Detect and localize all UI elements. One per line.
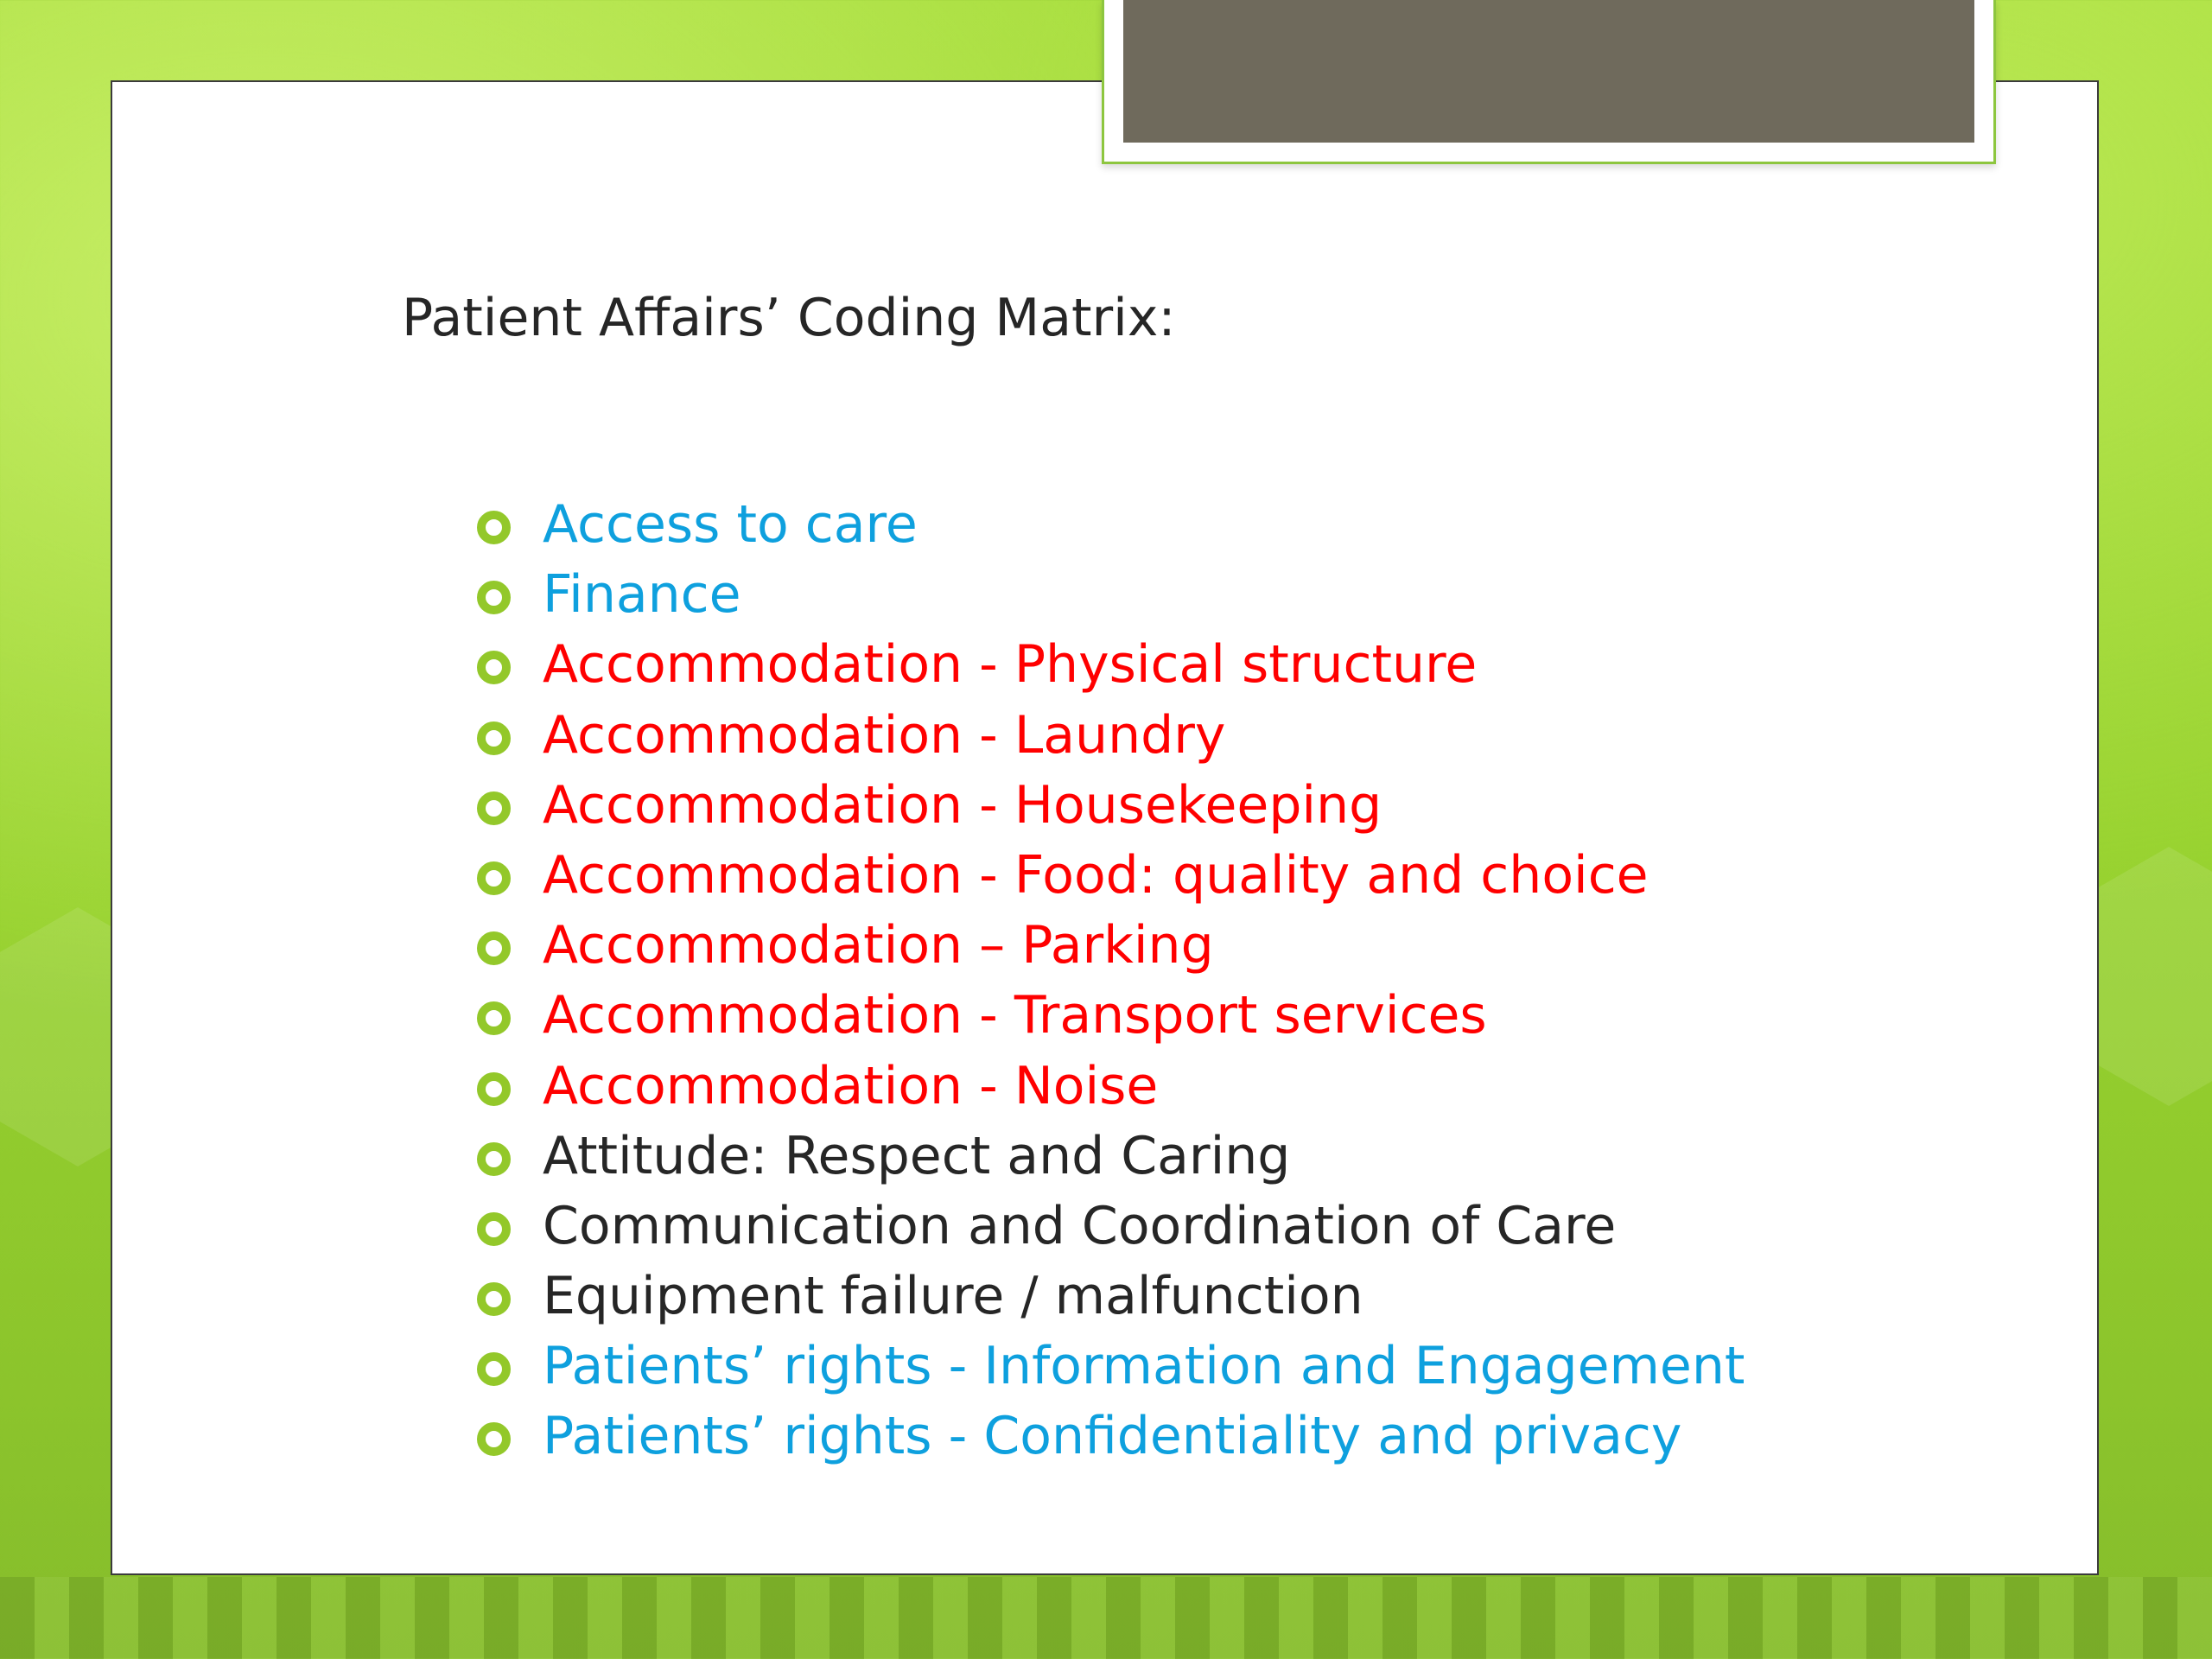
title-placeholder-frame	[1102, 0, 1996, 164]
bullet-item	[475, 1192, 1745, 1262]
hollow-circle-bullet-icon	[477, 721, 511, 755]
hollow-circle-bullet-icon	[477, 1142, 511, 1176]
bullet-text: Patients’ rights - Confidentiality and privacy	[543, 1406, 1682, 1467]
bullet-text: Accommodation - Food: quality and choice	[543, 844, 1649, 906]
background-stripe-band	[0, 1577, 2212, 1659]
bullet-text: Accommodation - Housekeeping	[543, 774, 1382, 836]
hollow-circle-bullet-icon	[477, 1422, 511, 1456]
bullet-text: Accommodation - Physical structure	[543, 634, 1478, 696]
bullet-text: Equipment failure / malfunction	[543, 1266, 1363, 1327]
bullet-text: Communication and Coordination of Care	[543, 1195, 1617, 1256]
hollow-circle-bullet-icon	[477, 1001, 511, 1035]
bullet-item	[475, 911, 1745, 981]
bullet-text: Access to care	[543, 494, 918, 555]
bullet-text: Finance	[543, 564, 741, 626]
bullet-list	[475, 490, 1745, 1472]
bullet-text: Accommodation - Noise	[543, 1055, 1159, 1116]
bullet-text: Accommodation – Parking	[543, 915, 1214, 976]
hollow-circle-bullet-icon	[477, 1212, 511, 1246]
title-placeholder-box	[1123, 0, 1974, 143]
hollow-circle-bullet-icon	[477, 1352, 511, 1386]
bullet-item	[475, 1122, 1745, 1192]
bullet-item	[475, 981, 1745, 1051]
hollow-circle-bullet-icon	[477, 581, 511, 614]
bullet-item	[475, 1402, 1745, 1471]
bullet-item	[475, 630, 1745, 700]
slide-content-panel	[111, 80, 2099, 1575]
hollow-circle-bullet-icon	[477, 1072, 511, 1106]
bullet-text: Accommodation - Laundry	[543, 704, 1226, 766]
hollow-circle-bullet-icon	[477, 861, 511, 895]
hollow-circle-bullet-icon	[477, 1282, 511, 1316]
bullet-item	[475, 560, 1745, 630]
hollow-circle-bullet-icon	[477, 511, 511, 544]
bullet-text: Accommodation - Transport services	[543, 985, 1487, 1046]
slide-heading: Patient Affairs’ Coding Matrix:	[402, 288, 1176, 348]
bullet-item	[475, 701, 1745, 771]
hollow-circle-bullet-icon	[477, 651, 511, 684]
bullet-item	[475, 490, 1745, 560]
bullet-item	[475, 841, 1745, 911]
bullet-item	[475, 771, 1745, 841]
bullet-text: Patients’ rights - Information and Engagement	[543, 1336, 1745, 1397]
hollow-circle-bullet-icon	[477, 931, 511, 965]
hollow-circle-bullet-icon	[477, 791, 511, 825]
bullet-item	[475, 1052, 1745, 1122]
bullet-item	[475, 1332, 1745, 1402]
bullet-text: Attitude: Respect and Caring	[543, 1125, 1291, 1186]
bullet-item	[475, 1262, 1745, 1332]
